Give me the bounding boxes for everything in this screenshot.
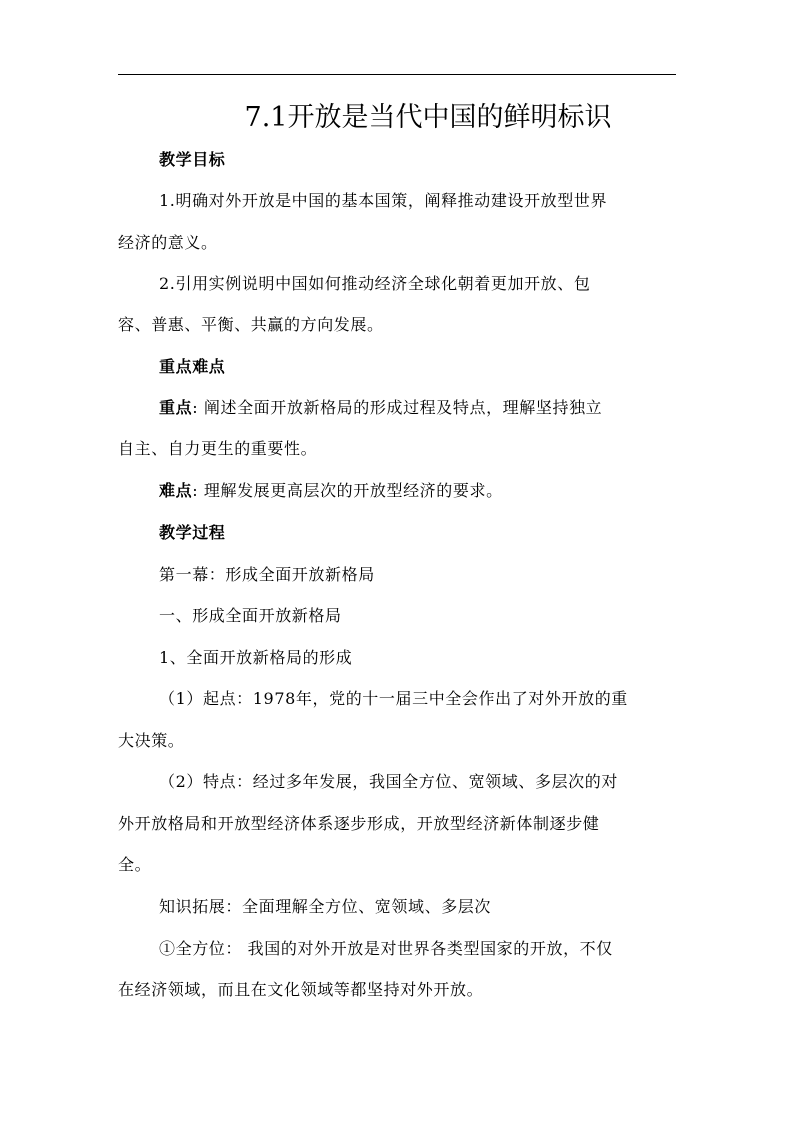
objective-2-line-1: 2.引用实例说明中国如何推动经济全球化朝着更加开放、包: [159, 274, 591, 293]
features-line-1: （2）特点：经过多年发展，我国全方位、宽领域、多层次的对: [159, 772, 618, 791]
starting-point-line-1: （1）起点：1978年，党的十一届三中全会作出了对外开放的重: [159, 689, 628, 708]
part-1-heading: 一、形成全面开放新格局: [159, 606, 342, 625]
objective-1-line-1: 1.明确对外开放是中国的基本国策，阐释推动建设开放型世界: [159, 191, 608, 210]
header-rule: [118, 74, 676, 75]
item-1-heading: 1、全面开放新格局的形成: [159, 648, 353, 667]
features-line-2: 外开放格局和开放型经济体系逐步形成，开放型经济新体制逐步健: [118, 814, 600, 833]
all-round-line-1: ①全方位： 我国的对外开放是对世界各类型国家的开放，不仅: [159, 939, 613, 958]
key-point-text: : 阐述全面开放新格局的形成过程及特点，理解坚持独立: [192, 398, 603, 417]
process-heading: 教学过程: [159, 523, 226, 542]
objectives-heading: 教学目标: [159, 150, 226, 169]
document-title: 7.1开放是当代中国的鲜明标识: [244, 102, 612, 133]
difficult-point-label: 难点: [159, 481, 193, 500]
starting-point-line-2: 大决策。: [118, 731, 185, 750]
key-point-line-2: 自主、自力更生的重要性。: [118, 439, 318, 458]
objective-1-line-2: 经济的意义。: [118, 233, 218, 252]
key-point-label: 重点: [159, 398, 193, 417]
features-line-3: 全。: [118, 855, 152, 874]
keypoints-heading: 重点难点: [159, 357, 226, 376]
knowledge-extension: 知识拓展：全面理解全方位、宽领域、多层次: [159, 897, 492, 916]
act-1-heading: 第一幕：形成全面开放新格局: [159, 565, 375, 584]
difficult-point-text: : 理解发展更高层次的开放型经济的要求。: [192, 481, 503, 500]
all-round-line-2: 在经济领域，而且在文化领域等都坚持对外开放。: [118, 980, 484, 999]
difficult-point-line: [159, 480, 719, 502]
objective-2-line-2: 容、普惠、平衡、共赢的方向发展。: [118, 315, 384, 334]
key-point-line-1: [159, 397, 719, 419]
